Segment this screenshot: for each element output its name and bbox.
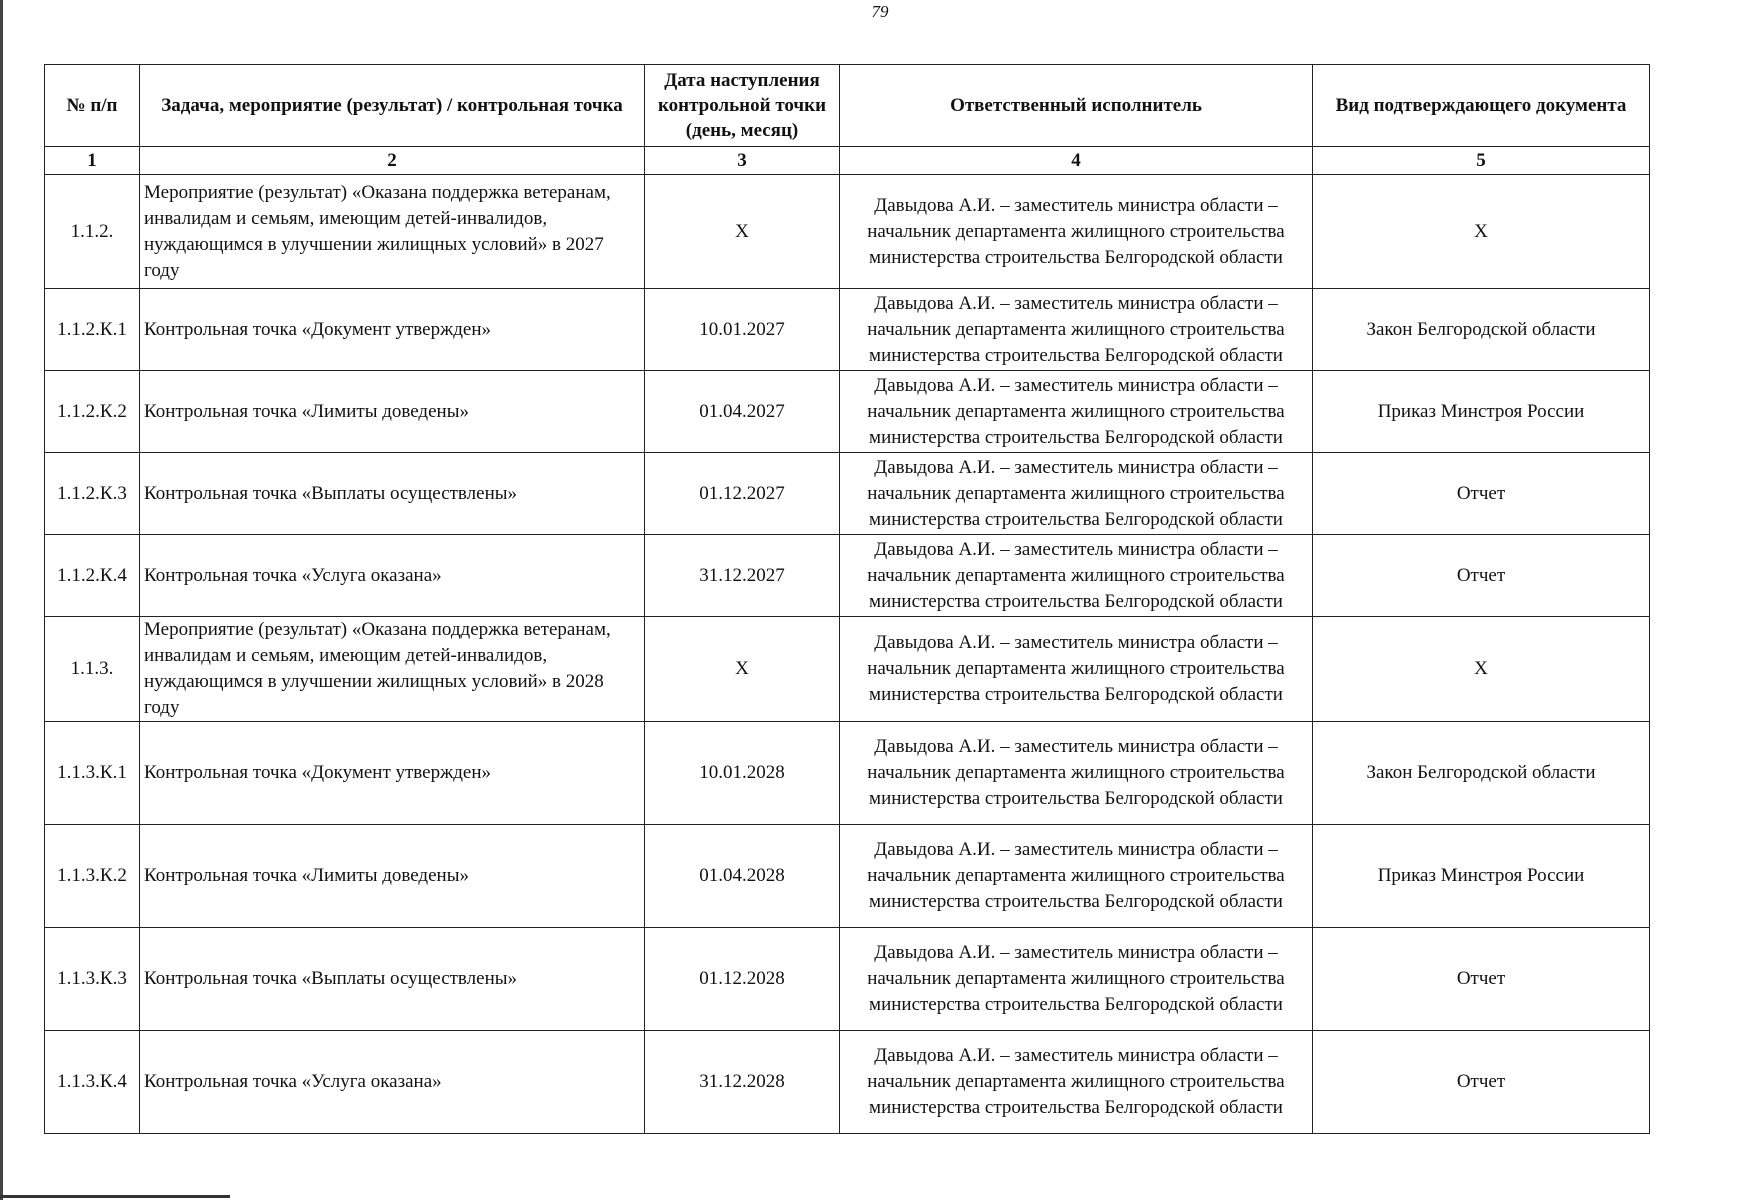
- row-date: 31.12.2028: [645, 1031, 840, 1134]
- column-number-row: [45, 147, 1650, 175]
- row-number: 1.1.3.К.3: [45, 928, 140, 1031]
- row-date: 01.12.2028: [645, 928, 840, 1031]
- table-row: [45, 1031, 1650, 1134]
- header-number: № п/п: [45, 65, 140, 147]
- row-date: 01.04.2028: [645, 825, 840, 928]
- row-number: 1.1.3.К.2: [45, 825, 140, 928]
- row-document: X: [1313, 175, 1650, 289]
- row-date: 10.01.2028: [645, 722, 840, 825]
- header-executor: Ответственный исполнитель: [840, 65, 1313, 147]
- row-executor: Давыдова А.И. – заместитель министра области – начальник департамента жилищного строительства министерства строительства Белгородской области: [840, 453, 1313, 535]
- row-task: Контрольная точка «Лимиты доведены»: [140, 371, 645, 453]
- table-row: [45, 617, 1650, 722]
- row-number: 1.1.2.: [45, 175, 140, 289]
- table-row: [45, 175, 1650, 289]
- row-task: Контрольная точка «Услуга оказана»: [140, 1031, 645, 1134]
- row-executor: Давыдова А.И. – заместитель министра области – начальник департамента жилищного строительства министерства строительства Белгородской области: [840, 825, 1313, 928]
- column-number: 5: [1313, 147, 1650, 175]
- table-row: [45, 825, 1650, 928]
- row-date: 01.04.2027: [645, 371, 840, 453]
- header-document: Вид подтверждающего документа: [1313, 65, 1650, 147]
- row-executor: Давыдова А.И. – заместитель министра области – начальник департамента жилищного строительства министерства строительства Белгородской области: [840, 617, 1313, 722]
- row-document: Закон Белгородской области: [1313, 289, 1650, 371]
- row-document: X: [1313, 617, 1650, 722]
- row-date: X: [645, 617, 840, 722]
- row-task: Контрольная точка «Документ утвержден»: [140, 289, 645, 371]
- row-task: Мероприятие (результат) «Оказана поддержка ветеранам, инвалидам и семьям, имеющим детей-инвалидов, нуждающимся в улучшении жилищных условий» в 2027 году: [140, 175, 645, 289]
- table-header-row: [45, 65, 1650, 147]
- row-executor: Давыдова А.И. – заместитель министра области – начальник департамента жилищного строительства министерства строительства Белгородской области: [840, 535, 1313, 617]
- row-task: Контрольная точка «Выплаты осуществлены»: [140, 453, 645, 535]
- row-executor: Давыдова А.И. – заместитель министра области – начальник департамента жилищного строительства министерства строительства Белгородской области: [840, 175, 1313, 289]
- table-row: [45, 289, 1650, 371]
- column-number: 3: [645, 147, 840, 175]
- row-executor: Давыдова А.И. – заместитель министра области – начальник департамента жилищного строительства министерства строительства Белгородской области: [840, 722, 1313, 825]
- row-date: X: [645, 175, 840, 289]
- row-document: Отчет: [1313, 453, 1650, 535]
- row-executor: Давыдова А.И. – заместитель министра области – начальник департамента жилищного строительства министерства строительства Белгородской области: [840, 371, 1313, 453]
- row-task: Контрольная точка «Документ утвержден»: [140, 722, 645, 825]
- row-document: Отчет: [1313, 535, 1650, 617]
- table-row: [45, 453, 1650, 535]
- scan-left-edge: [0, 0, 3, 1200]
- row-number: 1.1.2.К.1: [45, 289, 140, 371]
- row-number: 1.1.2.К.4: [45, 535, 140, 617]
- row-task: Контрольная точка «Выплаты осуществлены»: [140, 928, 645, 1031]
- control-points-table: [44, 64, 1650, 1134]
- row-task: Контрольная точка «Лимиты доведены»: [140, 825, 645, 928]
- row-executor: Давыдова А.И. – заместитель министра области – начальник департамента жилищного строительства министерства строительства Белгородской области: [840, 1031, 1313, 1134]
- row-date: 31.12.2027: [645, 535, 840, 617]
- row-date: 01.12.2027: [645, 453, 840, 535]
- row-document: Приказ Минстроя России: [1313, 825, 1650, 928]
- header-date: Дата наступления контрольной точки (день, месяц): [645, 65, 840, 147]
- row-number: 1.1.3.К.1: [45, 722, 140, 825]
- column-number: 4: [840, 147, 1313, 175]
- table-row: [45, 535, 1650, 617]
- row-document: Отчет: [1313, 928, 1650, 1031]
- row-document: Приказ Минстроя России: [1313, 371, 1650, 453]
- table-row: [45, 722, 1650, 825]
- row-task: Контрольная точка «Услуга оказана»: [140, 535, 645, 617]
- row-document: Отчет: [1313, 1031, 1650, 1134]
- row-executor: Давыдова А.И. – заместитель министра области – начальник департамента жилищного строительства министерства строительства Белгородской области: [840, 289, 1313, 371]
- column-number: 2: [140, 147, 645, 175]
- row-number: 1.1.3.К.4: [45, 1031, 140, 1134]
- table-row: [45, 371, 1650, 453]
- column-number: 1: [45, 147, 140, 175]
- row-date: 10.01.2027: [645, 289, 840, 371]
- scan-bottom-stroke: [0, 1195, 230, 1198]
- table-row: [45, 928, 1650, 1031]
- row-task: Мероприятие (результат) «Оказана поддержка ветеранам, инвалидам и семьям, имеющим детей-инвалидов, нуждающимся в улучшении жилищных условий» в 2028 году: [140, 617, 645, 722]
- page-number: 79: [871, 2, 889, 21]
- row-document: Закон Белгородской области: [1313, 722, 1650, 825]
- row-number: 1.1.2.К.2: [45, 371, 140, 453]
- row-executor: Давыдова А.И. – заместитель министра области – начальник департамента жилищного строительства министерства строительства Белгородской области: [840, 928, 1313, 1031]
- row-number: 1.1.3.: [45, 617, 140, 722]
- header-task: Задача, мероприятие (результат) / контрольная точка: [140, 65, 645, 147]
- row-number: 1.1.2.К.3: [45, 453, 140, 535]
